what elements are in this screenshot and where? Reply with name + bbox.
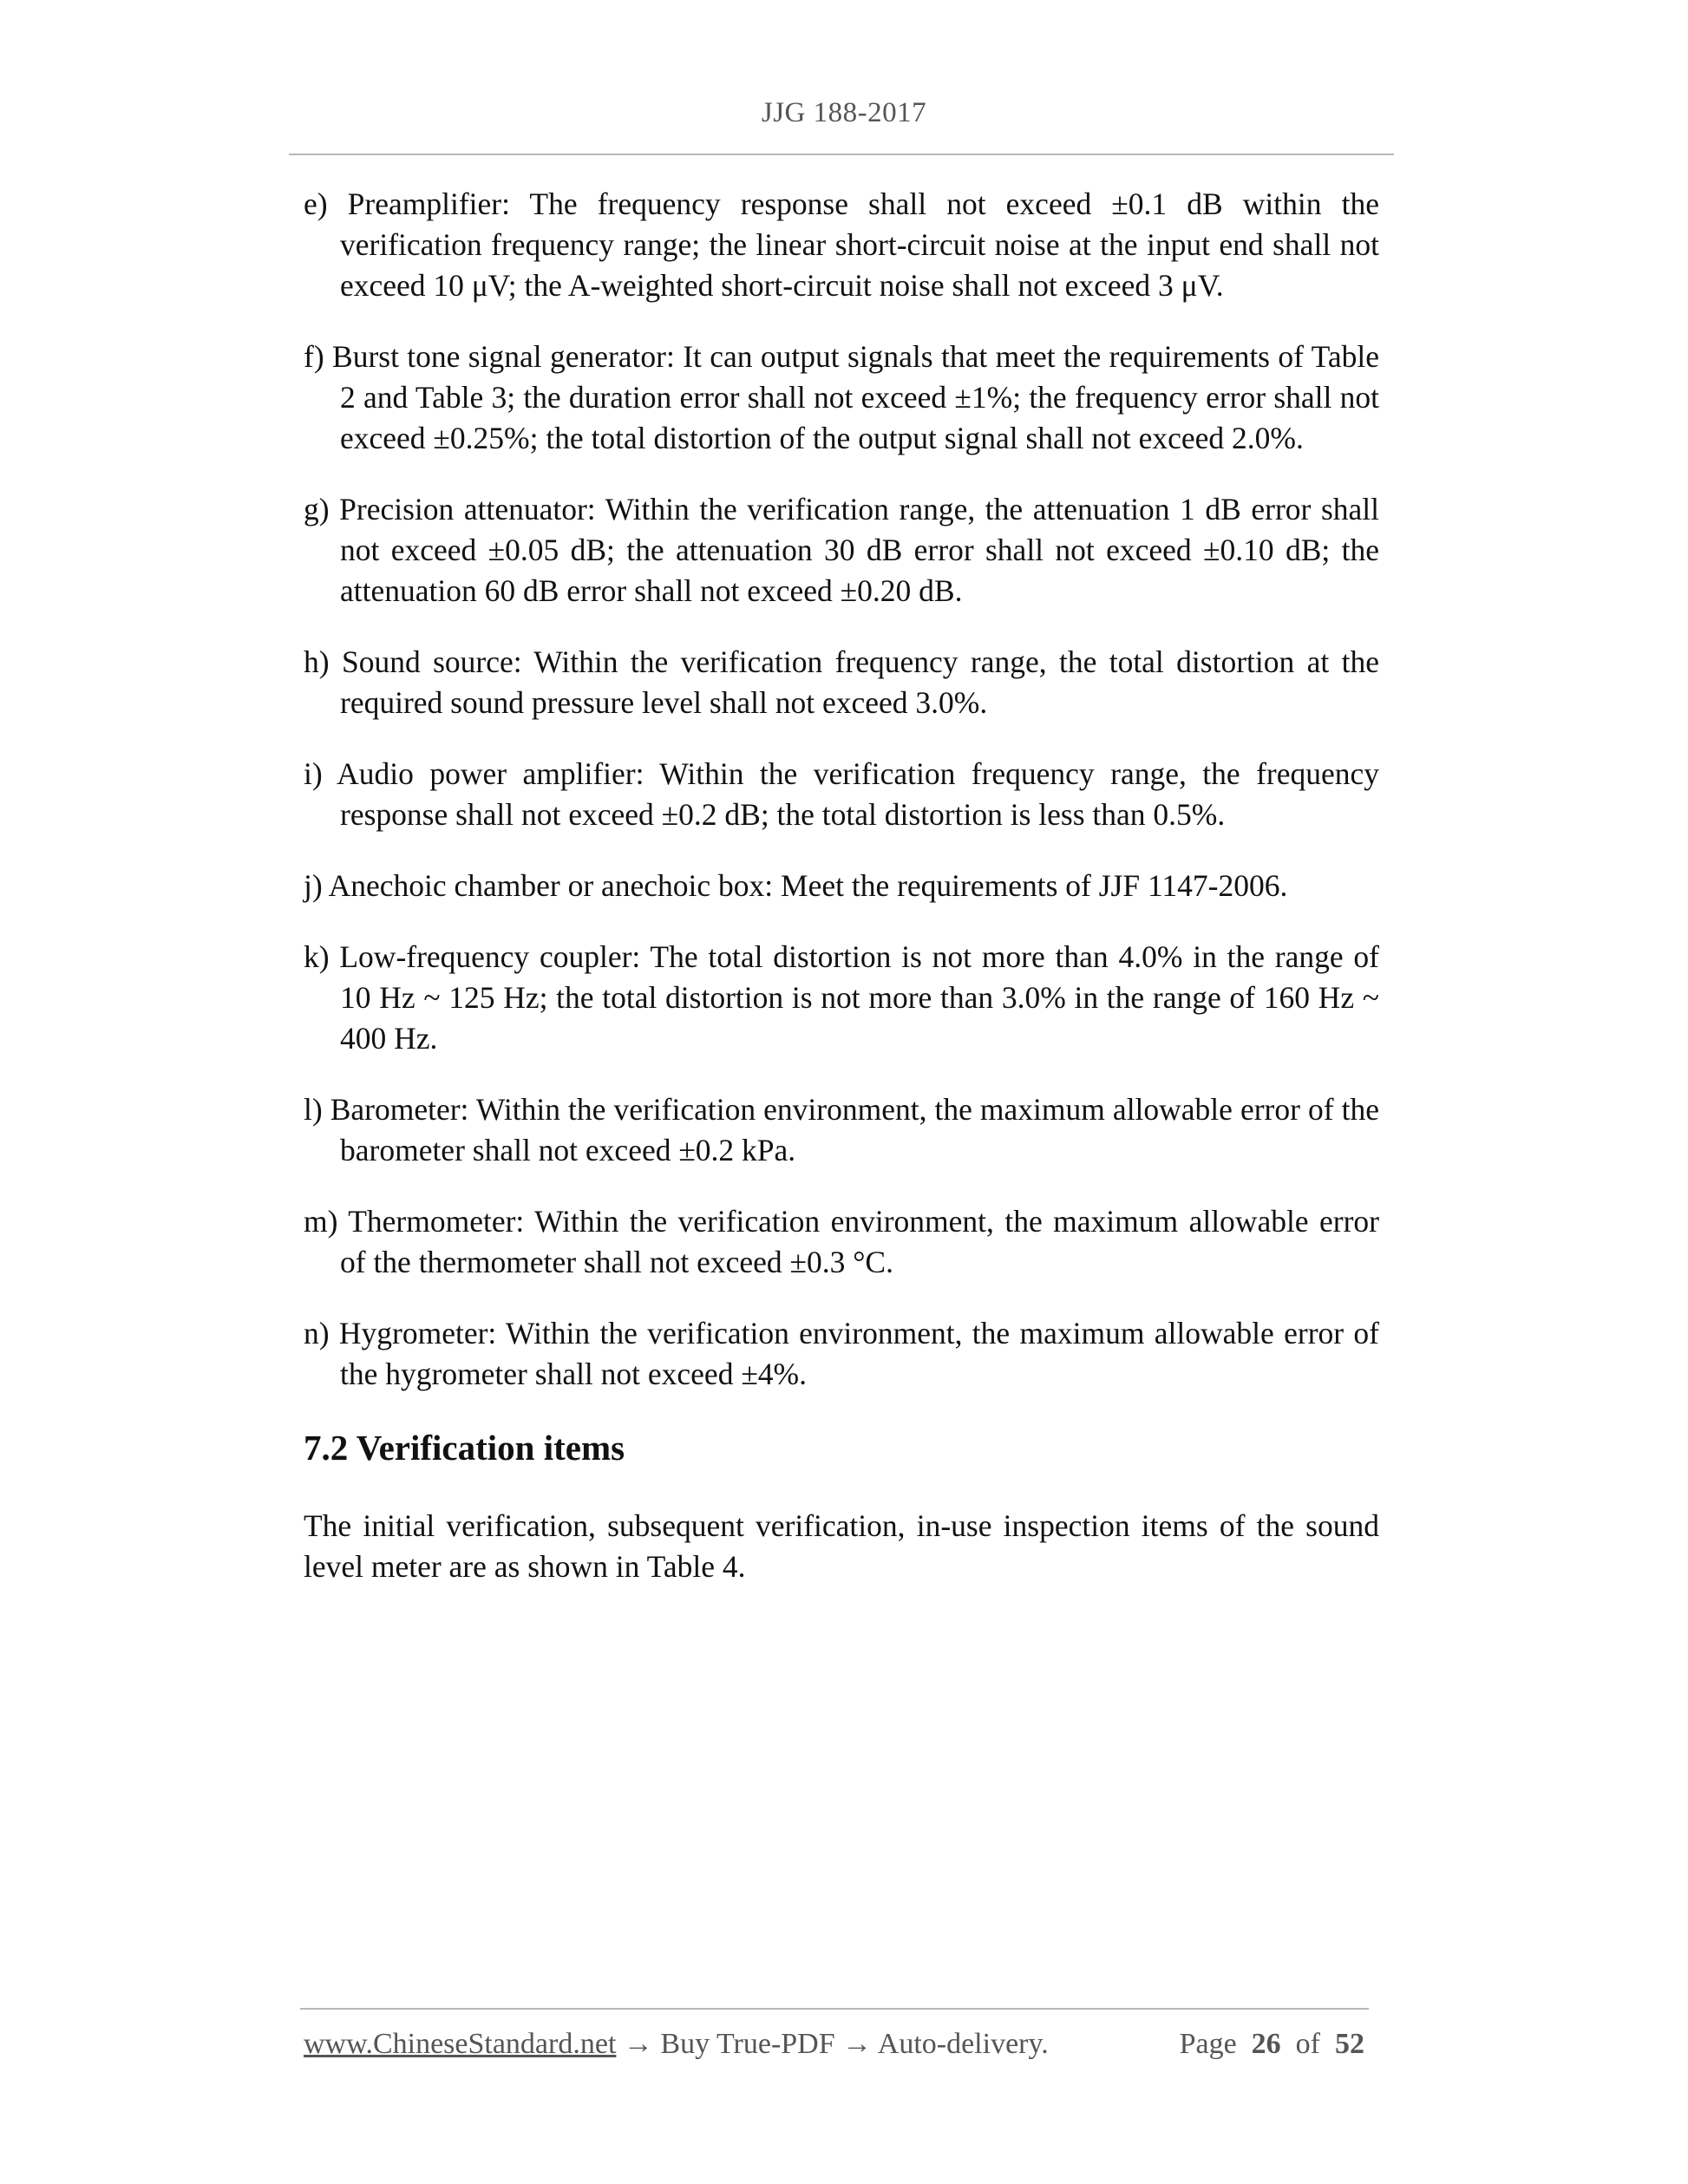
section-paragraph: The initial verification, subsequent verification, in-use inspection items of the sound level meter are as shown in Table 4.	[304, 1508, 1379, 1584]
list-item-j: j) Anechoic chamber or anechoic box: Meet the requirements of JJF 1147-2006.	[304, 868, 1288, 903]
footer-divider	[300, 2008, 1369, 2010]
list-item-e: e) Preamplifier: The frequency response shall not exceed ±0.1 dB within the verification frequency range; the linear short-circuit noise at the input end shall not exceed 10 μV; the A-weighted short-circuit noise shall not exceed 3 μV.	[304, 186, 1379, 303]
footer-promo	[304, 2028, 1049, 2061]
document-body	[304, 184, 1379, 1587]
of-label: of	[1295, 2028, 1320, 2060]
current-page-number: 26	[1251, 2028, 1281, 2060]
footer-promo-text: → Buy True-PDF → Auto-delivery.	[623, 2028, 1049, 2060]
page-label: Page	[1179, 2028, 1237, 2060]
list-item-m: m) Thermometer: Within the verification environment, the maximum allowable error of the thermometer shall not exceed ±0.3 °C.	[304, 1204, 1379, 1279]
list-item-f: f) Burst tone signal generator: It can output signals that meet the requirements of Table 2 and Table 3; the duration error shall not exceed ±1%; the frequency error shall not exceed ±0.25%; the total distortion of the output signal shall not exceed 2.0%.	[304, 339, 1379, 455]
page-indicator	[1180, 2028, 1364, 2061]
list-item-h: h) Sound source: Within the verification frequency range, the total distortion at the required sound pressure level shall not exceed 3.0%.	[304, 644, 1379, 720]
page-header-title: JJG 188-2017	[761, 97, 927, 128]
website-link[interactable]: www.ChineseStandard.net	[304, 2028, 617, 2060]
header-divider	[289, 154, 1394, 155]
total-pages-number: 52	[1335, 2028, 1364, 2060]
list-item-n: n) Hygrometer: Within the verification environment, the maximum allowable error of the hygrometer shall not exceed ±4%.	[304, 1316, 1379, 1391]
section-heading: 7.2 Verification items	[304, 1428, 625, 1468]
list-item-l: l) Barometer: Within the verification environment, the maximum allowable error of the barometer shall not exceed ±0.2 kPa.	[304, 1092, 1379, 1167]
list-item-g: g) Precision attenuator: Within the verification range, the attenuation 1 dB error shall not exceed ±0.05 dB; the attenuation 30 dB error shall not exceed ±0.10 dB; the attenuation 60 dB error shall not exceed ±0.20 dB.	[304, 492, 1379, 608]
list-item-k: k) Low-frequency coupler: The total distortion is not more than 4.0% in the range of 10 Hz ~ 125 Hz; the total distortion is not more than 3.0% in the range of 160 Hz ~ 400 Hz.	[304, 939, 1379, 1056]
list-item-i: i) Audio power amplifier: Within the verification frequency range, the frequency response shall not exceed ±0.2 dB; the total distortion is less than 0.5%.	[304, 756, 1379, 832]
page-footer	[304, 2028, 1369, 2066]
